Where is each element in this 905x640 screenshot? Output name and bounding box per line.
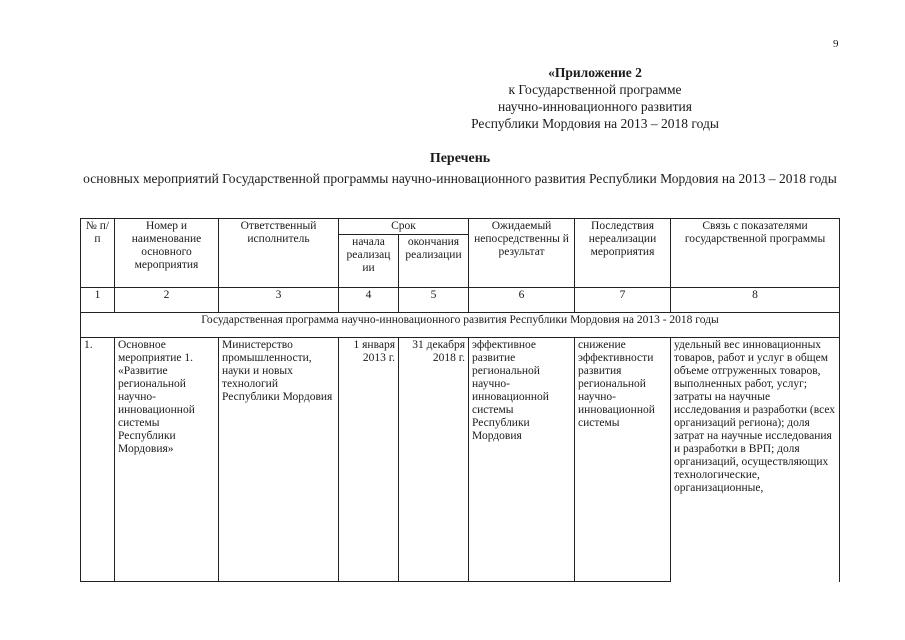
measures-table xyxy=(80,218,840,582)
program-row xyxy=(81,313,840,338)
title-heading: Перечень xyxy=(429,151,491,166)
document-title xyxy=(80,150,840,188)
header-consequences: Последствия нереализации мероприятия xyxy=(575,219,671,288)
appendix-line: к Государственной программе xyxy=(508,82,682,97)
appendix-title: «Приложение 2 xyxy=(548,65,642,80)
row-name: Основное мероприятие 1. «Развитие региональной научно-инновационной системы Республики Мордовия» xyxy=(115,338,219,582)
column-number: 2 xyxy=(115,288,219,313)
column-number: 1 xyxy=(81,288,115,313)
table-row xyxy=(81,338,840,582)
row-number: 1. xyxy=(81,338,115,582)
column-number: 4 xyxy=(339,288,399,313)
row-executor: Министерство промышленности, науки и новых технологий Республики Мордовия xyxy=(219,338,339,582)
column-number-row xyxy=(81,288,840,313)
appendix-block xyxy=(440,64,750,132)
header-term: Срок xyxy=(339,219,469,235)
header-end: окончания реализации xyxy=(399,235,469,288)
row-consequences: снижение эффективности развития региональной научно-инновационной системы xyxy=(575,338,671,582)
header-num: № п/п xyxy=(81,219,115,288)
column-number: 7 xyxy=(575,288,671,313)
header-result: Ожидаемый непосредственны й результат xyxy=(469,219,575,288)
header-start: начала реализац ии xyxy=(339,235,399,288)
title-subtitle: основных мероприятий Государственной программы научно-инновационного развития Республики Мордовия на 2013 – 2018 годы xyxy=(83,171,837,186)
row-end: 31 декабря 2018 г. xyxy=(399,338,469,582)
column-number: 6 xyxy=(469,288,575,313)
program-title: Государственная программа научно-инновационного развития Республики Мордовия на 2013 - 2018 годы xyxy=(81,313,840,338)
page-number: 9 xyxy=(833,38,839,50)
column-number: 5 xyxy=(399,288,469,313)
header-executor: Ответственный исполнитель xyxy=(219,219,339,288)
column-number: 3 xyxy=(219,288,339,313)
row-result: эффективное развитие региональной научно-инновационной системы Республики Мордовия xyxy=(469,338,575,582)
row-start: 1 января 2013 г. xyxy=(339,338,399,582)
row-link: удельный вес инновационных товаров, работ и услуг в общем объеме отгруженных товаров, выполненных работ, услуг; затраты на научные исследования и разработки (всех организаций региона); доля затрат на научные исследования и разработки в ВРП; доля организаций, осуществляющих технологические, организационные, xyxy=(671,338,840,582)
header-name: Номер и наименование основного мероприятия xyxy=(115,219,219,288)
appendix-line: Республики Мордовия на 2013 – 2018 годы xyxy=(471,116,719,131)
column-number: 8 xyxy=(671,288,840,313)
appendix-line: научно-инновационного развития xyxy=(498,99,692,114)
header-link: Связь с показателями государственной программы xyxy=(671,219,840,288)
header-row xyxy=(81,219,840,235)
